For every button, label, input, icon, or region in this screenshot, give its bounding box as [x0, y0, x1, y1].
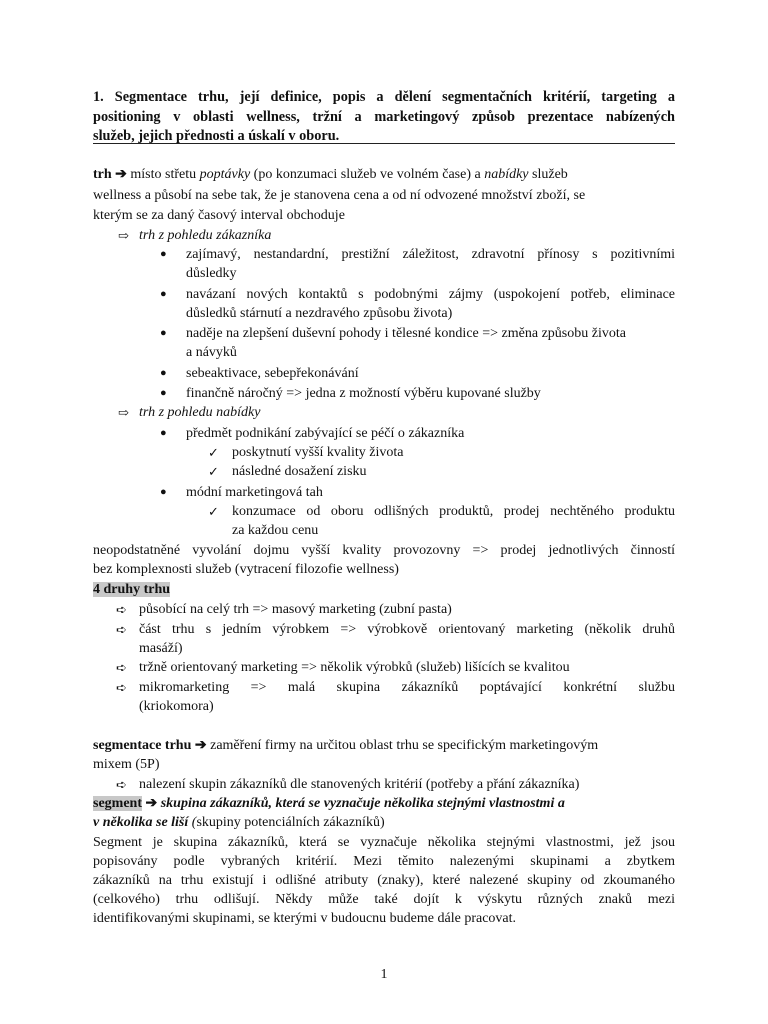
supply-item-2: módní marketingová tah: [186, 485, 323, 500]
solid-arrow-icon: ➪: [116, 660, 127, 675]
kinds-item-2-line-1: část trhu s jedním výrobkem => výrobkově orientovaný marketing (několik druhů: [139, 622, 675, 637]
segment-definition-line-2: [93, 813, 385, 832]
check-icon: ✓: [208, 504, 219, 519]
segmentace-line-2: mixem (5P): [93, 757, 160, 772]
demand-item-4: sebeaktivace, sebepřekonávání: [186, 366, 359, 381]
term-segment: segment: [93, 796, 142, 811]
term-trh: trh: [93, 167, 112, 182]
hollow-arrow-icon: ⇨: [118, 228, 129, 243]
supply-item-1-sub-1: poskytnutí vyšší kvality života: [232, 445, 404, 460]
kinds-item-4-line-1: mikromarketing => malá skupina zákazníků poptávající konkrétní službu: [139, 680, 675, 695]
bullet-icon: ●: [160, 288, 167, 300]
term-nabidky: nabídky: [484, 167, 529, 182]
bullet-icon: ●: [160, 427, 167, 439]
bullet-icon: ●: [160, 248, 167, 260]
demand-item-1-line-1: zajímavý, nestandardní, prestižní záležitost, zdravotní přínosy s pozitivními: [186, 247, 675, 262]
trh-definition-line-1: [93, 165, 568, 184]
demand-item-1-line-2: důsledky: [186, 266, 237, 281]
trh-definition-line-2: wellness a působí na sebe tak, že je stanovena cena a od ní odvozené množství zboží, se: [93, 188, 586, 203]
heading-underline: [93, 143, 675, 144]
heading-line-3: služeb, jejich přednosti a úskalí v oboru.: [93, 128, 340, 144]
bullet-icon: ●: [160, 367, 167, 379]
hollow-arrow-icon: ⇨: [118, 405, 129, 420]
segment-paragraph-line-4: (celkového) trhu odlišují. Někdy může také dojít k výskytu různých znaků mezi: [93, 892, 675, 907]
solid-arrow-icon: ➪: [116, 680, 127, 695]
text: zaměření firmy na určitou oblast trhu se specifickým marketingovým: [206, 738, 599, 753]
demand-item-2-line-1: navázaní nových kontaktů s podobnými zájmy (uspokojení potřeb, eliminace: [186, 287, 675, 302]
heading-line-2: positioning v oblasti wellness, tržní a marketingový způsob prezentace nabízených: [93, 108, 675, 125]
kinds-item-4-line-2: (kriokomora): [139, 699, 214, 714]
demand-heading: trh z pohledu zákazníka: [139, 228, 272, 243]
bullet-icon: ●: [160, 486, 167, 498]
arrow-icon: ➔: [145, 796, 158, 811]
check-icon: ✓: [208, 464, 219, 479]
solid-arrow-icon: ➪: [116, 622, 127, 637]
text: služeb: [528, 167, 568, 182]
kinds-heading-text: 4 druhy trhu: [93, 582, 171, 597]
bullet-icon: ●: [160, 387, 167, 399]
supply-item-1: předmět podnikání zabývající se péčí o zákazníka: [186, 426, 465, 441]
demand-item-3-line-2: a návyků: [186, 345, 237, 360]
check-icon: ✓: [208, 445, 219, 460]
solid-arrow-icon: ➪: [116, 777, 127, 792]
segment-def-2: v několika se liší: [93, 815, 189, 830]
segment-paragraph-line-1: Segment je skupina zákazníků, která se vyznačuje několika stejnými vlastnostmi, jež jsou: [93, 835, 675, 850]
segment-definition-line-1: [93, 794, 565, 813]
segmentace-line-1: [93, 736, 598, 755]
kinds-item-1: působící na celý trh => masový marketing (zubní pasta): [139, 602, 452, 617]
page-number: 1: [380, 967, 388, 982]
supply-item-2-sub-line-2: za každou cenu: [232, 523, 319, 538]
heading-line-1: 1. Segmentace trhu, její definice, popis a dělení segmentačních kritérií, targeting a: [93, 89, 675, 105]
unfounded-line-1: neopodstatněné vyvolání dojmu vyšší kvality provozovny => prodej jednotlivých činností: [93, 543, 675, 558]
solid-arrow-icon: ➪: [116, 602, 127, 617]
supply-heading: trh z pohledu nabídky: [139, 405, 261, 420]
unfounded-line-2: bez komplexnosti služeb (vytracení filozofie wellness): [93, 562, 399, 577]
bullet-icon: ●: [160, 327, 167, 339]
demand-item-5: finančně náročný => jedna z možností výběru kupované služby: [186, 386, 541, 401]
segmentace-sub: nalezení skupin zákazníků dle stanovených kritérií (potřeby a přání zákazníka): [139, 777, 580, 792]
demand-item-2-line-2: důsledků stárnutí a nezdravého způsobu života): [186, 306, 453, 321]
segment-def-1: skupina zákazníků, která se vyznačuje několika stejnými vlastnostmi a: [157, 796, 565, 811]
term-segmentace-trhu: segmentace trhu: [93, 738, 192, 753]
demand-item-3-line-1: naděje na zlepšení duševní pohody i tělesné kondice => změna způsobu života: [186, 326, 626, 341]
kinds-item-3: tržně orientovaný marketing => několik výrobků (služeb) lišících se kvalitou: [139, 660, 570, 675]
trh-definition-line-3: kterým se za daný časový interval obchoduje: [93, 208, 345, 223]
arrow-icon: ➔: [115, 167, 127, 182]
text: (: [188, 815, 197, 830]
supply-item-1-sub-2: následné dosažení zisku: [232, 464, 367, 479]
text: místo střetu: [126, 167, 200, 182]
text: (po konzumaci služeb ve volném čase) a: [250, 167, 485, 182]
kinds-item-2-line-2: masáží): [139, 641, 183, 656]
segment-paragraph-line-3: zákazníků na trhu existují i odlišné atributy (znaky), které nalezené skupiny od zkoumaného: [93, 873, 675, 888]
section-heading: [93, 88, 675, 147]
segment-paragraph-line-2: popisovány podle vybraných kritérií. Mezi těmito nalezenými skupinami a zbytkem: [93, 854, 675, 869]
segment-def-2-rest: skupiny potenciálních zákazníků): [196, 815, 385, 830]
segment-paragraph-line-5: identifikovanými skupinami, se kterými v budoucnu budeme dále pracovat.: [93, 911, 517, 926]
kinds-heading: [93, 580, 170, 599]
arrow-icon: ➔: [194, 738, 207, 753]
term-poptavky: poptávky: [199, 167, 251, 182]
supply-item-2-sub-line-1: konzumace od oboru odlišných produktů, prodej nechtěného produktu: [232, 504, 675, 519]
